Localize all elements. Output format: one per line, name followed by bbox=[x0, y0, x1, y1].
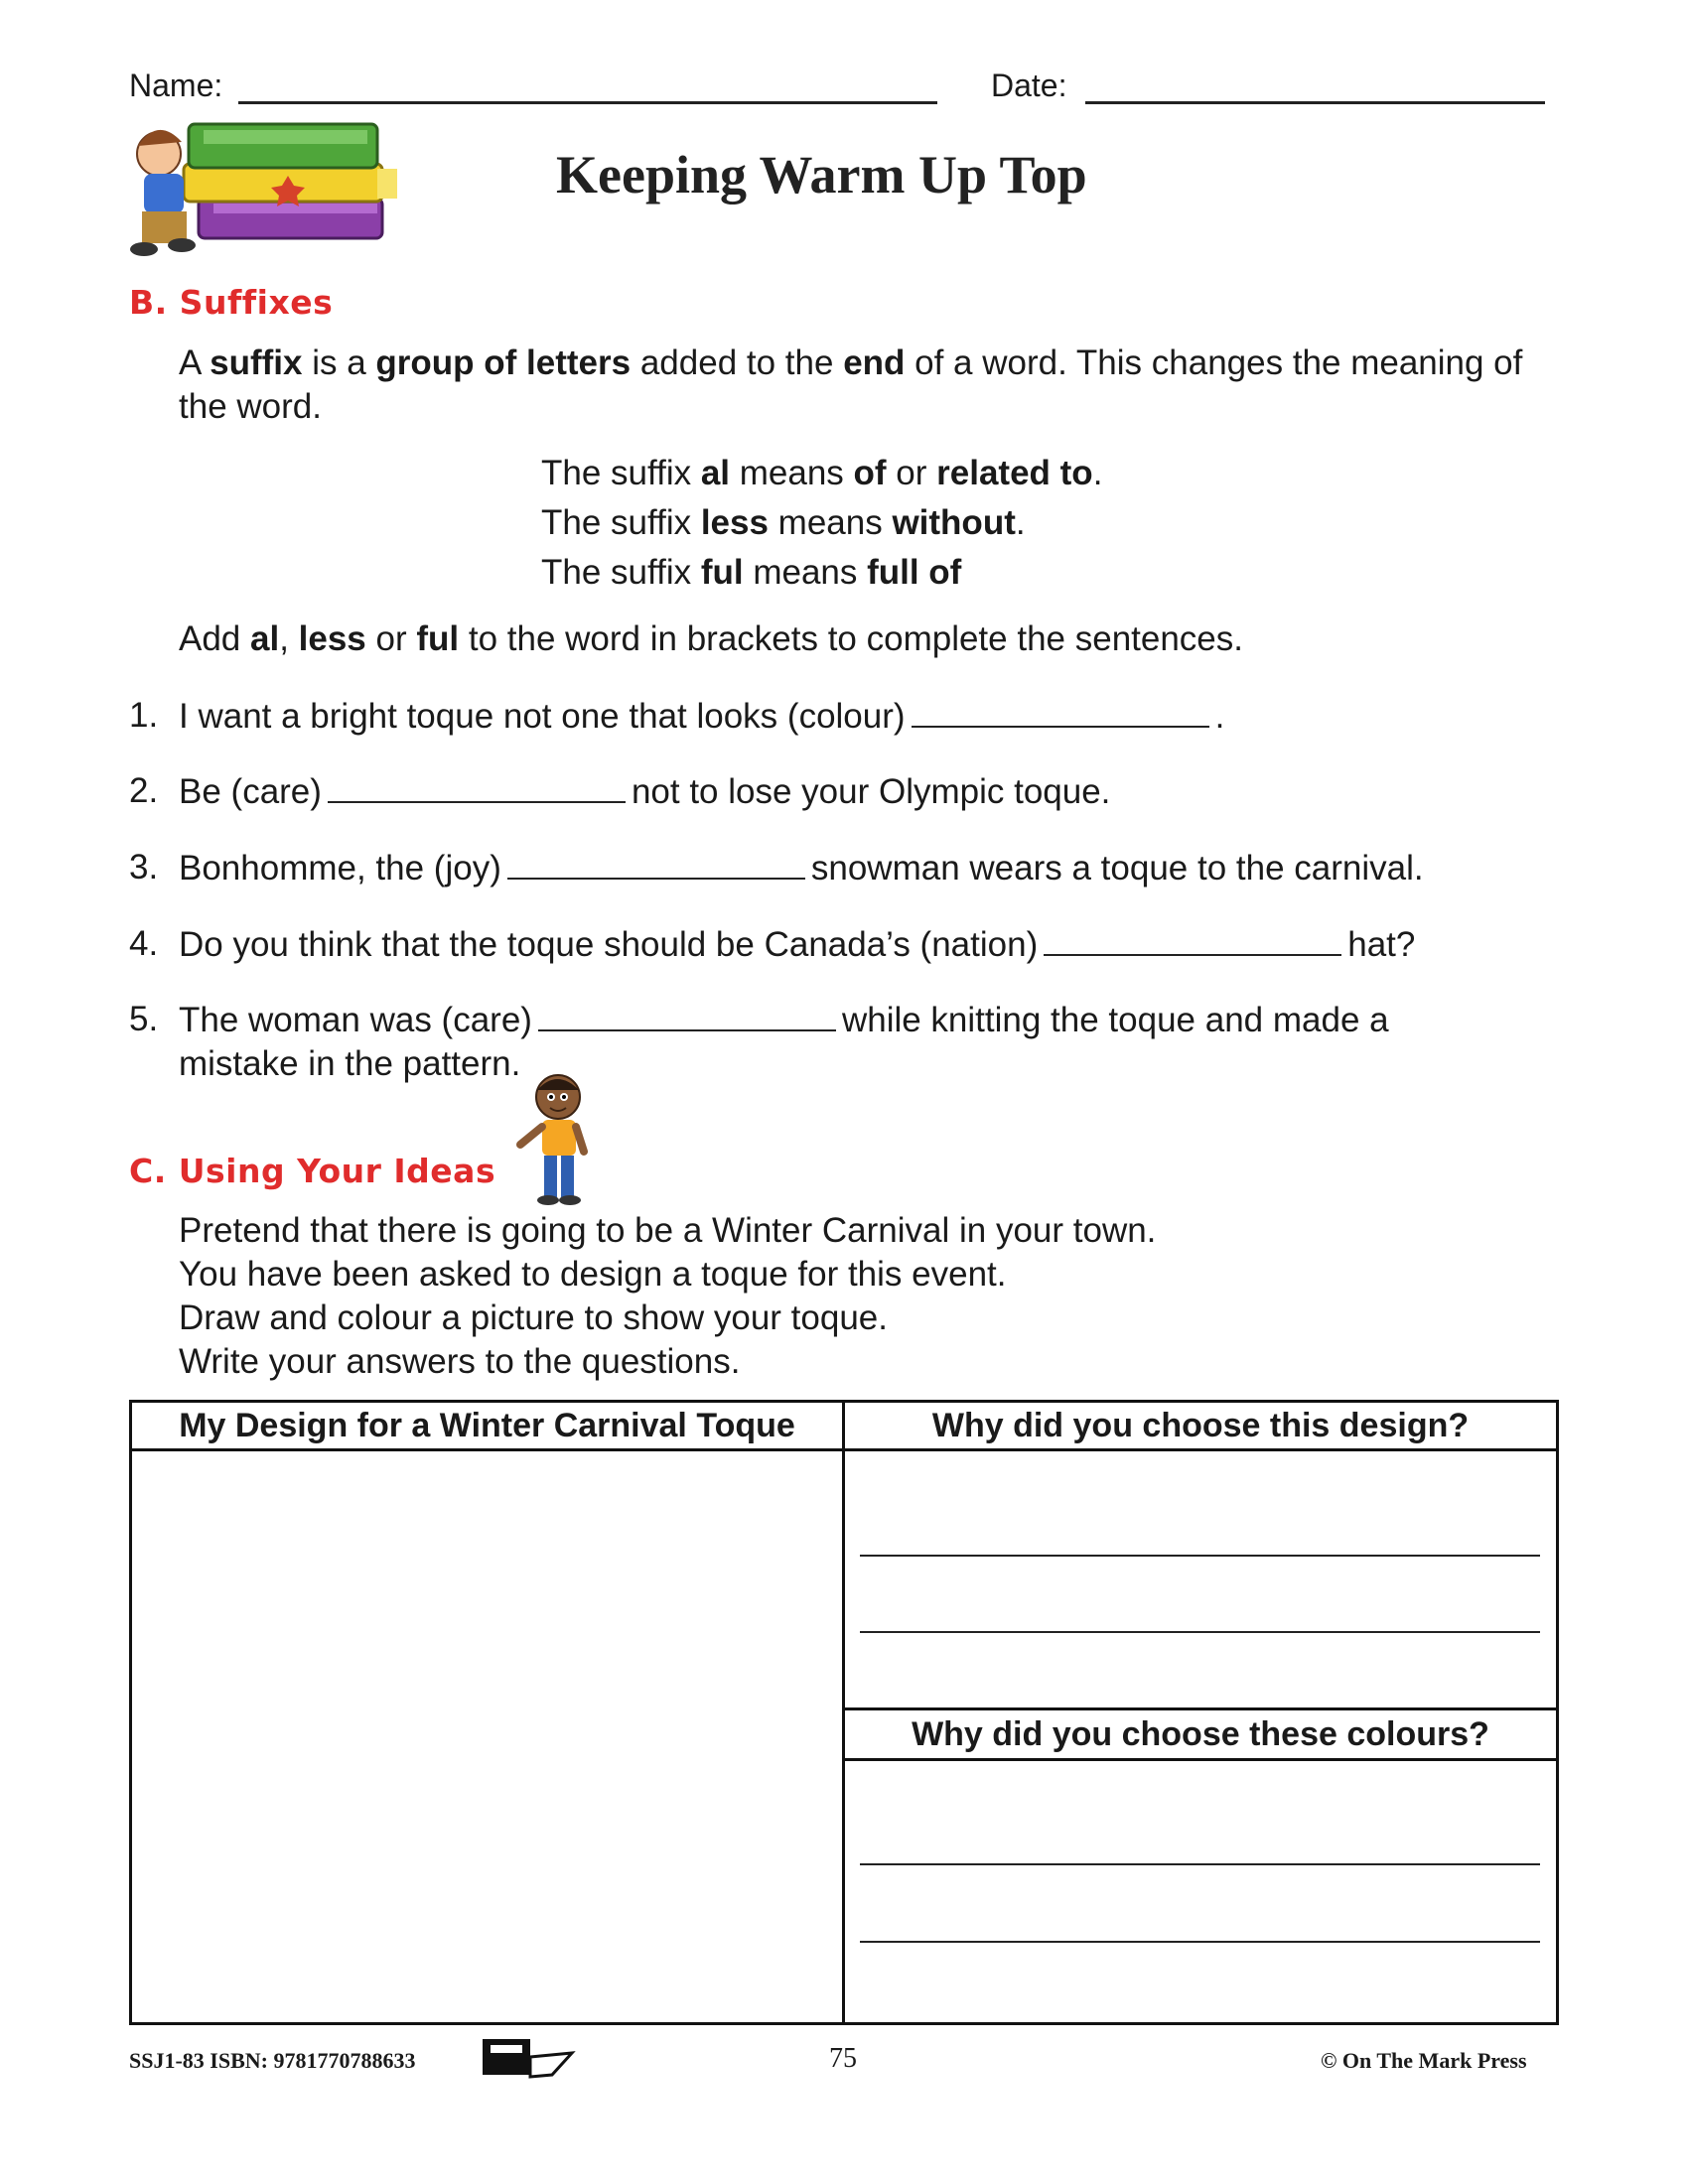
section-b-heading: B. Suffixes bbox=[129, 283, 334, 322]
answer-blank-3[interactable] bbox=[507, 846, 805, 880]
answer-blank-2[interactable] bbox=[328, 769, 626, 803]
question-4: 4. Do you think that the toque should be Canada’s (nation) hat? bbox=[129, 924, 1416, 964]
colours-answer-line-1[interactable] bbox=[860, 1863, 1540, 1865]
question-3: 3. Bonhomme, the (joy) snowman wears a toque to the carnival. bbox=[129, 848, 1424, 887]
publisher-logo-icon bbox=[479, 2035, 578, 2081]
date-field[interactable] bbox=[1085, 101, 1545, 104]
colours-answer-line-2[interactable] bbox=[860, 1941, 1540, 1943]
answer-blank-5[interactable] bbox=[538, 998, 836, 1031]
name-label: Name: bbox=[129, 68, 223, 103]
suffix-rule-less: The suffix less means without. bbox=[541, 503, 1026, 542]
design-reason-header: Why did you choose this design? bbox=[931, 1407, 1470, 1444]
books-clipart-icon bbox=[124, 114, 397, 258]
instruction-line: You have been asked to design a toque for this event. bbox=[179, 1255, 1007, 1294]
footer-copyright: © On The Mark Press bbox=[1321, 2048, 1527, 2073]
page-title: Keeping Warm Up Top bbox=[556, 145, 1087, 205]
date-label: Date: bbox=[991, 68, 1067, 103]
instruction-line: Write your answers to the questions. bbox=[179, 1342, 741, 1381]
suffix-rule-ful: The suffix ful means full of bbox=[541, 553, 962, 592]
design-column-header: My Design for a Winter Carnival Toque bbox=[179, 1407, 795, 1444]
answer-blank-1[interactable] bbox=[912, 694, 1209, 728]
design-answer-line-1[interactable] bbox=[860, 1555, 1540, 1557]
colours-section-top-rule bbox=[845, 1707, 1559, 1710]
section-c-instructions bbox=[179, 1209, 1470, 1384]
table-divider bbox=[842, 1400, 845, 2025]
question-2: 2. Be (care) not to lose your Olympic toque. bbox=[129, 771, 1111, 811]
drawing-area[interactable] bbox=[132, 1451, 842, 2022]
question-1: 1. I want a bright toque not one that looks (colour) . bbox=[129, 696, 1225, 736]
colours-reason-header: Why did you choose these colours? bbox=[912, 1715, 1489, 1753]
boy-clipart-icon bbox=[506, 1072, 596, 1206]
page-number: 75 bbox=[829, 2043, 857, 2074]
colours-header-rule bbox=[845, 1758, 1559, 1761]
instruction-line: Draw and colour a picture to show your toque. bbox=[179, 1298, 888, 1337]
suffix-instruction: Add al, less or ful to the word in brackets to complete the sentences. bbox=[179, 619, 1244, 658]
answer-blank-4[interactable] bbox=[1044, 922, 1341, 956]
suffix-intro: A suffix is a group of letters added to the end of a word. This changes the meaning of the word. bbox=[179, 343, 1523, 426]
name-field[interactable] bbox=[238, 101, 937, 104]
section-c-heading: C. Using Your Ideas bbox=[129, 1152, 496, 1190]
footer-code: SSJ1-83 ISBN: 9781770788633 bbox=[129, 2048, 416, 2073]
suffix-rule-al: The suffix al means of or related to. bbox=[541, 454, 1103, 492]
instruction-line: Pretend that there is going to be a Winter Carnival in your town. bbox=[179, 1211, 1157, 1250]
question-5: 5. The woman was (care) while knitting the toque and made a mistake in the pattern. bbox=[129, 1000, 1389, 1083]
design-answer-line-2[interactable] bbox=[860, 1631, 1540, 1633]
